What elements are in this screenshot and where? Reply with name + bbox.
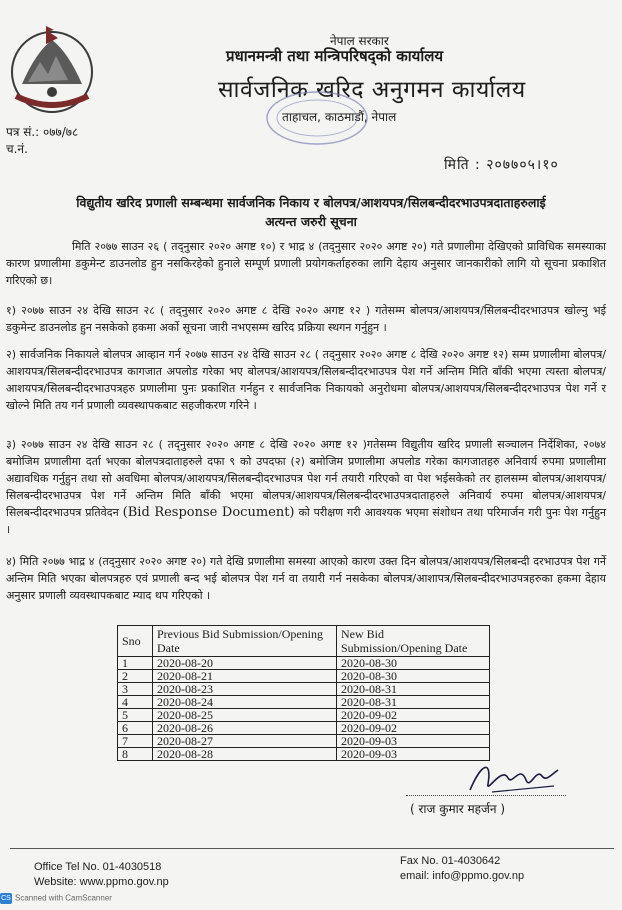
point-3-text-a: ३) २०७७ साउन २४ देखि साउन २८ ( तद्नुसार २०२० अगष्ट ८ देखि २०२० अगष्ट १२ )गतेसम्म विद्युतीय खरिद प्रणाली सञ्चालन निर्देशिका, २०७४ बमोजिम प्रणालीमा दर्ता भएका बोलपत्रदाताहरुले दफा ९ को उपदफा (२) बमोजिम प्रणालीमा अपलोड गरेका कागजातहरु अनिवार्य रुपमा प्रणालीमा अद्यावधिक गर्नुहुन तथा सो अवधिमा बोलपत्र/आशयपत्र/सिलबन्दीदरभाउपत्र पेश गर्न तयारी गरिएको वा पेश भईसकेको तर हालसम्म बोलपत्र/आशयपत्र/सिलबन्दीदरभाउपत्र पेश गर्ने अन्तिम मिति बाँकी भएमा बोलपत्र/आशयपत्र/सिलबन्दीदरभाउपत्रदाताहरुले अनिवार्य रुपमा बोलपत्र/आशयपत्र/सिलबन्दीदरभाउपत्र प्रतिवेदन xyxy=(6,438,606,519)
row-sno: 8 xyxy=(118,748,153,761)
row-sno: 4 xyxy=(118,696,153,709)
point-2-paragraph: २) सार्वजनिक निकायले बोलपत्र आव्हान गर्न २०७७ साउन २४ देखि साउन २८ ( तद्नुसार २०२० अगष्ट ८ देखि २०२० अगष्ट १२) सम्म प्रणालीमा बोलपत्र/आशयपत्र/सिलबन्दीदरभाउपत्र कागजात अपलोड गरेका भए बोलपत्र/आशयपत्र/सिलबन्दीदरभाउपत्र पेश गर्ने अन्तिम मिति बाँकी भएमा त्यस्ता बोलपत्र/आशयपत्र/सिलबन्दीदरभाउपत्रहरु प्रणालीमा पुनः प्रकाशित गर्नहुन र सार्वजनिक निकायको अनुरोधमा बोलपत्र/आशयपत्र/सिलबन्दीदरभाउपत्र पेश गर्ने र खोल्ने मिति तय गर्न प्रणाली व्यवस्थापकबाट सहजीकरण गरिने । xyxy=(6,348,606,412)
row-previous-date: 2020-08-26 xyxy=(153,722,337,735)
row-previous-date: 2020-08-21 xyxy=(153,670,337,683)
reference-block xyxy=(6,124,78,158)
point-1-paragraph: १) २०७७ साउन २४ देखि साउन २८ ( तद्नुसार २०२० अगष्ट ८ देखि २०२० अगष्ट १२ ) गतेसम्म बोलपत्र/आशयपत्र/सिलबन्दीदरभाउपत्र खोल्नु भई डकुमेन्ट डाउनलोड हुन नसकेको हकमा अर्को सूचना जारी नभएसम्म खरिद प्रक्रिया स्थगन गर्नुहुन । xyxy=(6,304,606,334)
dispatch-number: च.नं. xyxy=(6,142,28,156)
row-new-date: 2020-08-30 xyxy=(337,657,490,670)
office-website: Website: www.ppmo.gov.np xyxy=(34,876,169,888)
row-new-date: 2020-09-02 xyxy=(337,722,490,735)
date-extension-table xyxy=(117,625,490,761)
table-row xyxy=(118,657,490,670)
row-previous-date: 2020-08-28 xyxy=(153,748,337,761)
scanner-watermark xyxy=(0,893,112,904)
government-name: नेपाल सरकार xyxy=(330,34,389,48)
row-sno: 1 xyxy=(118,657,153,670)
row-previous-date: 2020-08-20 xyxy=(153,657,337,670)
row-new-date: 2020-09-02 xyxy=(337,709,490,722)
table-row xyxy=(118,709,490,722)
table-header-row xyxy=(118,626,490,657)
nepal-emblem-icon xyxy=(6,22,98,118)
subject-line-1: विद्युतीय खरिद प्रणाली सम्बन्धमा सार्वजनिक निकाय र बोलपत्र/आशयपत्र/सिलबन्दीदरभाउपत्रदाताहरुलाई xyxy=(76,195,546,210)
bid-response-document-term: (Bid Response Document) xyxy=(122,505,295,520)
table-row xyxy=(118,748,490,761)
office-email: email: info@ppmo.gov.np xyxy=(400,870,525,882)
table-row xyxy=(118,683,490,696)
signature-line xyxy=(406,795,566,796)
row-sno: 5 xyxy=(118,709,153,722)
letter-number: पत्र सं.: ०७७/७८ xyxy=(6,125,79,139)
point-3-text-b: को परीक्षण गरी आवश्यक भएमा संशोधन तथा परिमार्जन गरी पुनः पेश गर्नुहुन । xyxy=(6,506,607,536)
row-new-date: 2020-09-03 xyxy=(337,735,490,748)
ministry-name: प्रधानमन्त्री तथा मन्त्रिपरिषद्को कार्यालय xyxy=(226,47,444,65)
row-previous-date: 2020-08-25 xyxy=(153,709,337,722)
signer-name: ( राज कुमार महर्जन ) xyxy=(410,802,506,816)
camscanner-icon: CS xyxy=(1,895,11,902)
row-previous-date: 2020-08-23 xyxy=(153,683,337,696)
point-4-paragraph: ४) मिति २०७७ भाद्र ४ (तद्नुसार २०२० अगष्ट २०) गते देखि प्रणालीमा समस्या आएको कारण उक्त दिन बोलपत्र/आशयपत्र/सिलबन्दी दरभाउपत्र पेश गर्ने अन्तिम मिति भएका बोलपत्रहरु एवं प्रणाली बन्द भई बोलपत्र पेश गर्न वा तयारी गर्न नसकेका बोलपत्र/आशापत्र/सिलबन्दीदरभाउपत्रहरुका हकमा देहाय अनुसार प्रणाली व्यवस्थापकबाट म्याद थप गरिएको । xyxy=(6,555,606,602)
intro-paragraph: मिति २०७७ साउन २६ ( तद्नुसार २०२० अगष्ट १०) र भाद्र ४ (तद्नुसार २०२० अगष्ट २०) गते प्रणालीमा देखिएको प्राविधिक समस्याका कारण प्रणालीमा डकुमेन्ट डाउनलोड हुन नसकिरहेको हुनाले सम्पूर्ण प्रणाली प्रयोगकर्ताहरुका लागि देहाय अनुसार जानकारीको लागि यो सूचना प्रकाशित गरिएको छ। xyxy=(6,240,606,287)
row-new-date: 2020-08-31 xyxy=(337,683,490,696)
row-sno: 6 xyxy=(118,722,153,735)
header-previous-date: Previous Bid Submission/Opening Date xyxy=(153,626,337,657)
row-new-date: 2020-09-03 xyxy=(337,748,490,761)
row-sno: 3 xyxy=(118,683,153,696)
footer-left xyxy=(34,860,169,890)
table-row xyxy=(118,696,490,709)
row-new-date: 2020-08-31 xyxy=(337,696,490,709)
scanner-label: Scanned with CamScanner xyxy=(15,893,112,903)
table-row xyxy=(118,722,490,735)
footer-divider xyxy=(10,848,614,849)
row-previous-date: 2020-08-27 xyxy=(153,735,337,748)
row-sno: 2 xyxy=(118,670,153,683)
row-sno: 7 xyxy=(118,735,153,748)
office-fax: Fax No. 01-4030642 xyxy=(400,855,501,867)
signature-icon xyxy=(462,756,562,800)
footer-right xyxy=(400,854,524,884)
office-stamp-icon xyxy=(262,88,372,148)
office-tel: Office Tel No. 01-4030518 xyxy=(34,861,162,873)
table-row xyxy=(118,735,490,748)
header-sno: Sno xyxy=(118,626,153,657)
header-new-date: New Bid Submission/Opening Date xyxy=(337,626,490,657)
point-3-paragraph xyxy=(6,436,606,538)
office-address: ताहाचल, काठमाडौं, नेपाल xyxy=(282,110,397,124)
office-name: सार्वजनिक खरिद अनुगमन कार्यालय xyxy=(218,77,526,103)
subject-line-2: अत्यन्त जरुरी सूचना xyxy=(265,214,357,229)
row-new-date: 2020-08-30 xyxy=(337,670,490,683)
row-previous-date: 2020-08-24 xyxy=(153,696,337,709)
letter-date: मिति : २०७७०५।१० xyxy=(444,157,559,173)
table-row xyxy=(118,670,490,683)
